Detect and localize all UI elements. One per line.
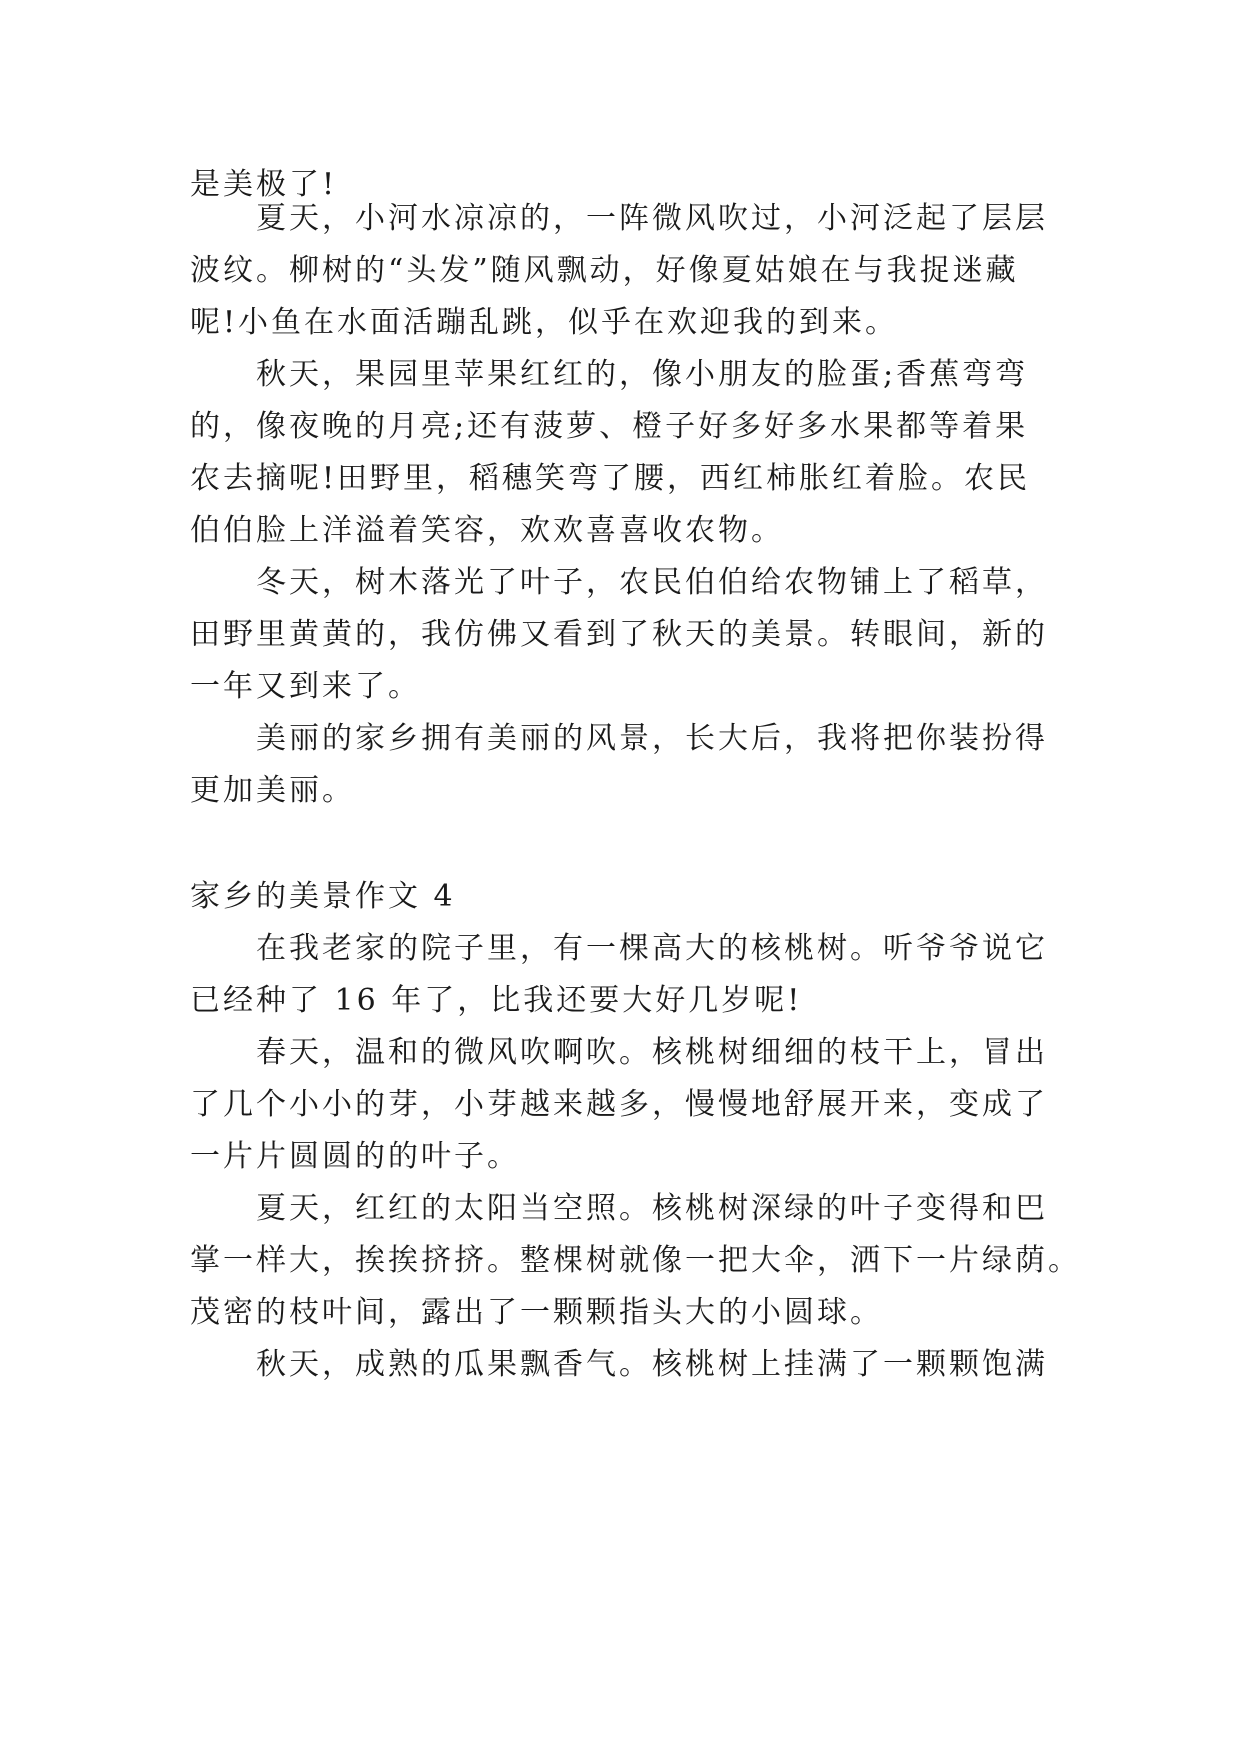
text-line: 夏天，红红的太阳当空照。核桃树深绿的叶子变得和巴 [256,1191,1048,1226]
text-line: 一年又到来了。 [190,669,421,704]
text-line: 秋天，成熟的瓜果飘香气。核桃树上挂满了一颗颗饱满 [256,1347,1048,1382]
text-line: 田野里黄黄的，我仿佛又看到了秋天的美景。转眼间，新的 [190,617,1048,652]
text-line: 春天，温和的微风吹啊吹。核桃树细细的枝干上，冒出 [256,1035,1048,1070]
text-line: 是美极了! [190,167,338,202]
text-line: 美丽的家乡拥有美丽的风景，长大后，我将把你装扮得 [256,721,1048,756]
text-line: 更加美丽。 [190,773,355,808]
text-line: 掌一样大，挨挨挤挤。整棵树就像一把大伞，洒下一片绿荫。 [190,1243,1081,1278]
text-line: 在我老家的院子里，有一棵高大的核桃树。听爷爷说它 [256,931,1048,966]
text-line: 农去摘呢!田野里，稻穗笑弯了腰，西红柿胀红着脸。农民 [190,461,1031,496]
text-line: 呢!小鱼在水面活蹦乱跳，似乎在欢迎我的到来。 [190,305,899,340]
text-line: 一片片圆圆的的叶子。 [190,1139,520,1174]
text-line: 冬天，树木落光了叶子，农民伯伯给农物铺上了稻草， [256,565,1048,600]
text-line: 的，像夜晚的月亮;还有菠萝、橙子好多好多水果都等着果 [190,409,1029,444]
text-line: 秋天，果园里苹果红红的，像小朋友的脸蛋;香蕉弯弯 [256,357,1029,392]
section-heading: 家乡的美景作文 4 [190,879,456,914]
text-line: 波纹。柳树的“头发”随风飘动，好像夏姑娘在与我捉迷藏 [190,253,1019,288]
text-line: 伯伯脸上洋溢着笑容，欢欢喜喜收农物。 [190,513,784,548]
text-line: 了几个小小的芽，小芽越来越多，慢慢地舒展开来，变成了 [190,1087,1048,1122]
text-line: 茂密的枝叶间，露出了一颗颗指头大的小圆球。 [190,1295,883,1330]
text-line: 已经种了 16 年了，比我还要大好几岁呢! [190,983,803,1018]
text-line: 夏天，小河水凉凉的，一阵微风吹过，小河泛起了层层 [256,201,1048,236]
